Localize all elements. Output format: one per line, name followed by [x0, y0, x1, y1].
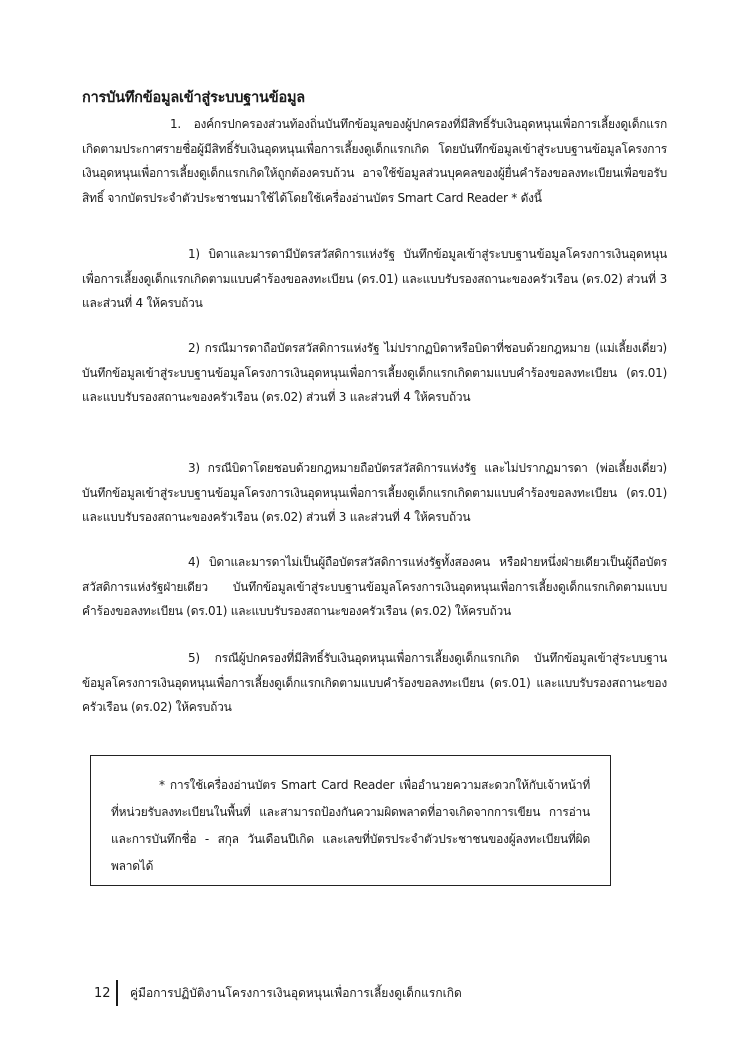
- paragraph-item-3: [82, 456, 667, 530]
- paragraph-item-5: [82, 646, 667, 720]
- paragraph-item-1: [82, 242, 667, 316]
- manual-title: คู่มือการปฏิบัติงานโครงการเงินอุดหนุนเพื่อการเลี้ยงดูเด็กแรกเกิด: [130, 985, 462, 1000]
- footnote-text: * การใช้เครื่องอ่านบัตร Smart Card Reader เพื่ออำนวยความสะดวกให้กับเจ้าหน้าที่ที่หน่วยรับลงทะเบียนในพื้นที่ และสามารถป้องกันความผิดพลาดที่อาจเกิดจากการเขียน การอ่านและการบันทึกชื่อ - สกุล วันเดือนปีเกิด และเลขที่บัตรประจำตัวประชาชนของผู้ลงทะเบียนที่ผิดพลาดได้: [111, 778, 590, 873]
- section-title: การบันทึกข้อมูลเข้าสู่ระบบฐานข้อมูล: [82, 90, 305, 106]
- footnote-box: [90, 755, 611, 886]
- paragraph-1: [82, 112, 667, 210]
- paragraph-1-text: 1. องค์กรปกครองส่วนท้องถิ่นบันทึกข้อมูลของผู้ปกครองที่มีสิทธิ์รับเงินอุดหนุนเพื่อการเลี้ยงดูเด็กแรกเกิดตามประกาศรายชื่อผู้มีสิทธิ์รับเงินอุดหนุนเพื่อการเลี้ยงดูเด็กแรกเกิด โดยบันทึกข้อมูลเข้าสู่ระบบฐานข้อมูลโครงการเงินอุดหนุนเพื่อการเลี้ยงดูเด็กแรกเกิดให้ถูกต้องครบถ้วน อาจใช้ข้อมูลส่วนบุคคลของผู้ยื่นคำร้องขอลงทะเบียนเพื่อขอรับสิทธิ์ จากบัตรประจำตัวประชาชนมาใช้ได้โดยใช้เครื่องอ่านบัตร Smart Card Reader * ดังนี้: [82, 117, 667, 205]
- paragraph-item-2: [82, 336, 667, 410]
- paragraph-item-1-text: 1) บิดาและมารดามีบัตรสวัสดิการแห่งรัฐ บันทึกข้อมูลเข้าสู่ระบบฐานข้อมูลโครงการเงินอุดหนุนเพื่อการเลี้ยงดูเด็กแรกเกิดตามแบบคำร้องขอลงทะเบียน (ดร.01) และแบบรับรองสถานะของครัวเรือน (ดร.02) ส่วนที่ 3 และส่วนที่ 4 ให้ครบถ้วน: [82, 247, 667, 310]
- footer-divider: [116, 980, 118, 1006]
- paragraph-item-4-text: 4) บิดาและมารดาไม่เป็นผู้ถือบัตรสวัสดิการแห่งรัฐทั้งสองคน หรือฝ่ายหนึ่งฝ่ายเดียวเป็นผู้ถือบัตรสวัสดิการแห่งรัฐฝ่ายเดียว บันทึกข้อมูลเข้าสู่ระบบฐานข้อมูลโครงการเงินอุดหนุนเพื่อการเลี้ยงดูเด็กแรกเกิดตามแบบคำร้องขอลงทะเบียน (ดร.01) และแบบรับรองสถานะของครัวเรือน (ดร.02) ให้ครบถ้วน: [82, 555, 667, 618]
- paragraph-item-3-text: 3) กรณีบิดาโดยชอบด้วยกฎหมายถือบัตรสวัสดิการแห่งรัฐ และไม่ปรากฏมารดา (พ่อเลี้ยงเดี่ยว) บันทึกข้อมูลเข้าสู่ระบบฐานข้อมูลโครงการเงินอุดหนุนเพื่อการเลี้ยงดูเด็กแรกเกิดตามแบบคำร้องขอลงทะเบียน (ดร.01) และแบบรับรองสถานะของครัวเรือน (ดร.02) ส่วนที่ 3 และส่วนที่ 4 ให้ครบถ้วน: [82, 461, 667, 524]
- page-footer: [82, 980, 462, 1006]
- paragraph-item-5-text: 5) กรณีผู้ปกครองที่มีสิทธิ์รับเงินอุดหนุนเพื่อการเลี้ยงดูเด็กแรกเกิด บันทึกข้อมูลเข้าสู่ระบบฐานข้อมูลโครงการเงินอุดหนุนเพื่อการเลี้ยงดูเด็กแรกเกิดตามแบบคำร้องขอลงทะเบียน (ดร.01) และแบบรับรองสถานะของครัวเรือน (ดร.02) ให้ครบถ้วน: [82, 651, 667, 714]
- paragraph-item-2-text: 2) กรณีมารดาถือบัตรสวัสดิการแห่งรัฐ ไม่ปรากฏบิดาหรือบิดาที่ชอบด้วยกฎหมาย (แม่เลี้ยงเดี่ยว) บันทึกข้อมูลเข้าสู่ระบบฐานข้อมูลโครงการเงินอุดหนุนเพื่อการเลี้ยงดูเด็กแรกเกิดตามแบบคำร้องขอลงทะเบียน (ดร.01) และแบบรับรองสถานะของครัวเรือน (ดร.02) ส่วนที่ 3 และส่วนที่ 4 ให้ครบถ้วน: [82, 341, 667, 404]
- page-number: 12: [94, 985, 111, 1001]
- paragraph-item-4: [82, 550, 667, 624]
